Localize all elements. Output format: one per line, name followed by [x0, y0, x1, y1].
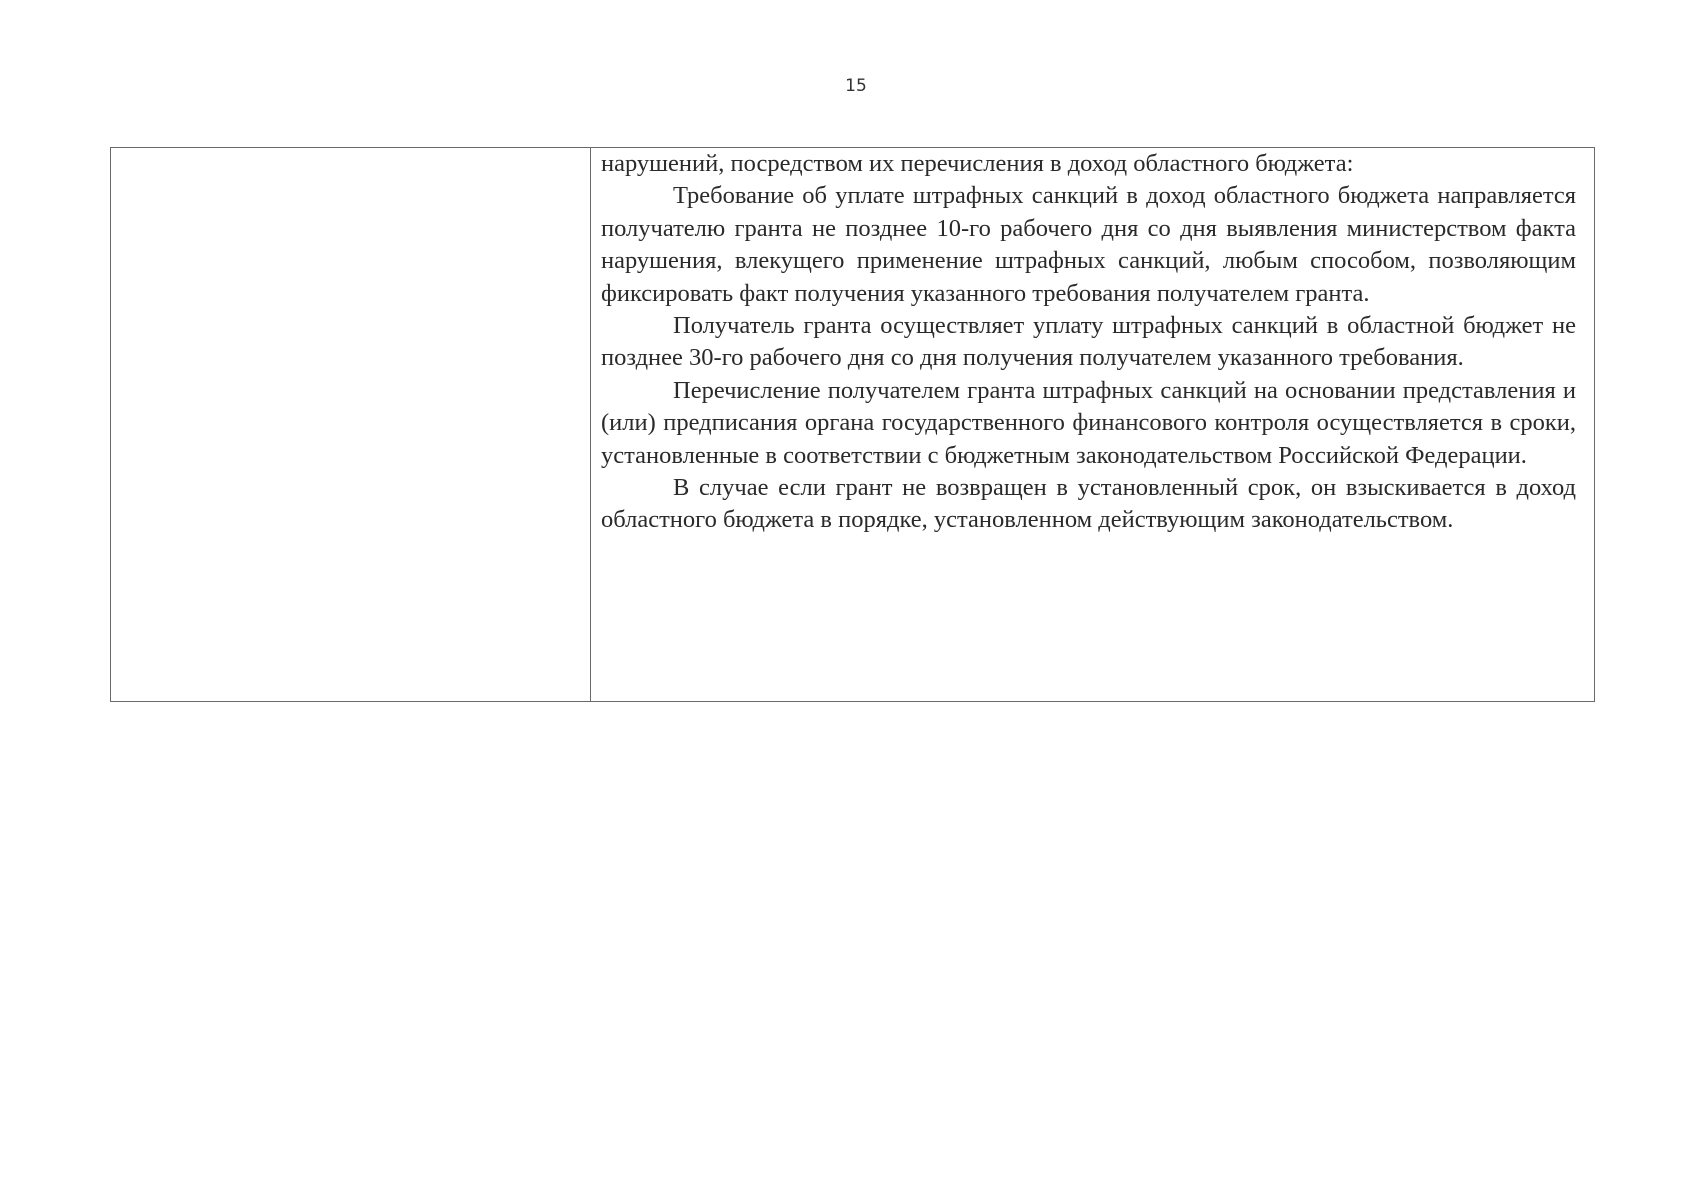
document-table: [110, 147, 1595, 702]
paragraph-continuation: нарушений, посредством их перечисления в доход областного бюджета:: [601, 150, 1354, 177]
page-number: 15: [845, 76, 867, 96]
table-cell-right: [591, 148, 1594, 701]
paragraph-penalty-demand: Требование об уплате штрафных санкций в доход областного бюджета направляется получателю гранта не позднее 10-го рабочего дня со дня выявления министерством факта нарушения, влекущего применение штрафных санкций, любым способом, позволяющим фиксировать факт получения указанного требования получателем гранта.: [601, 182, 1576, 307]
paragraph-penalty-payment: Получатель гранта осуществляет уплату штрафных санкций в областной бюджет не позднее 30-го рабочего дня со дня получения получателем указанного требования.: [601, 312, 1576, 372]
paragraph-recovery: В случае если грант не возвращен в установленный срок, он взыскивается в доход областного бюджета в порядке, установленном действующим законодательством.: [601, 474, 1576, 534]
table-cell-left: [111, 148, 591, 701]
paragraph-financial-control: Перечисление получателем гранта штрафных санкций на основании представления и (или) предписания органа государственного финансового контроля осуществляется в сроки, установленные в соответствии с бюджетным законодательством Российской Федерации.: [601, 376, 1576, 469]
